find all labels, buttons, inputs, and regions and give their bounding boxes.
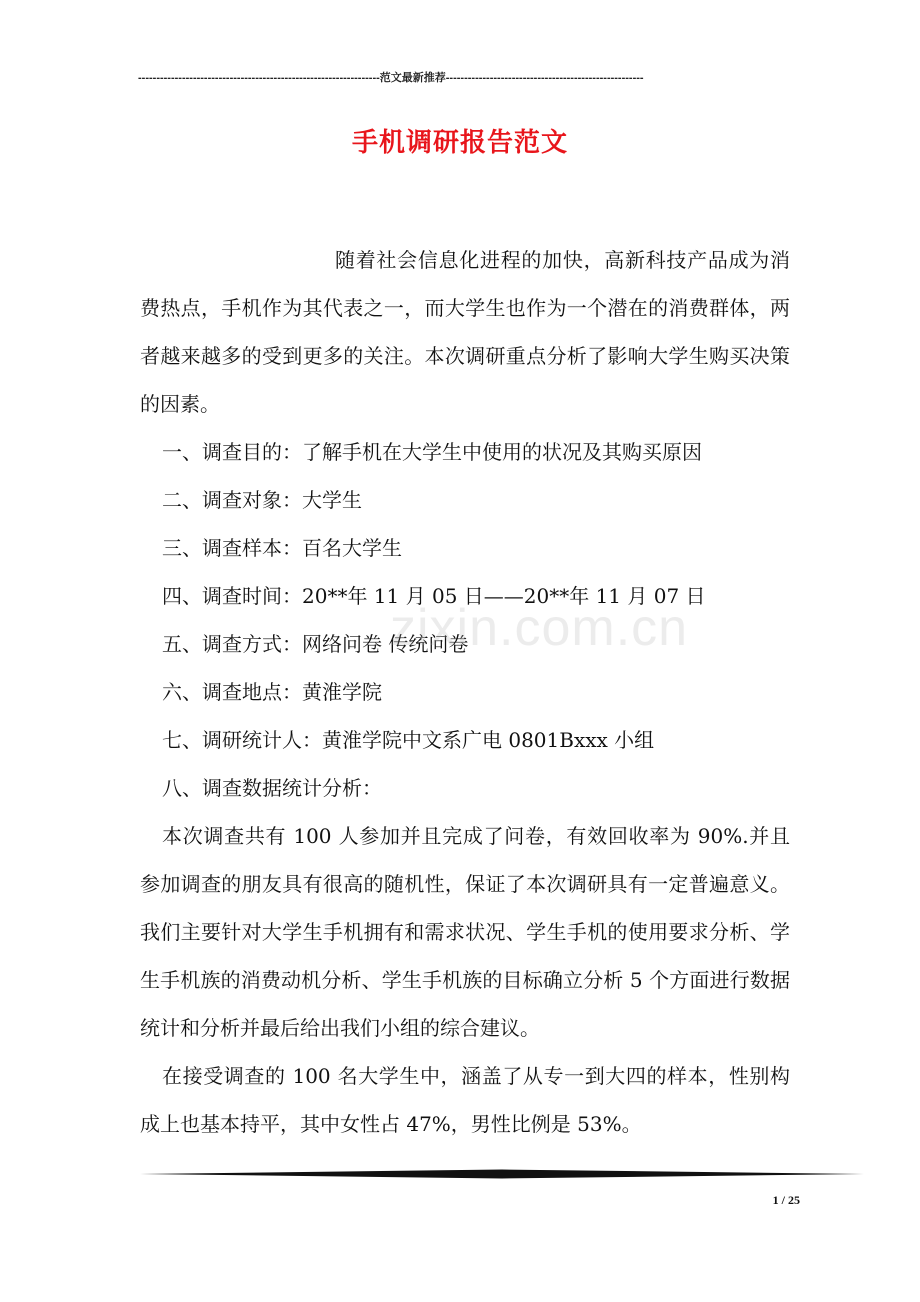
survey-analysis-heading: 八、调查数据统计分析： — [162, 776, 382, 800]
header-banner: ------------------------------------------------------------------范文最新推荐------------------------------------------------------ — [138, 72, 644, 84]
document-body — [140, 236, 790, 1148]
survey-method: 五、调查方式：网络问卷 传统问卷 — [162, 632, 469, 656]
survey-statistician: 七、调研统计人：黄淮学院中文系广电 0801Bxxx 小组 — [162, 728, 655, 752]
sample-composition-paragraph: 在接受调查的 100 名大学生中，涵盖了从专一到大四的样本，性别构成上也基本持平，其中女性占 47%，男性比例是 53%。 — [140, 1064, 790, 1136]
survey-purpose: 一、调查目的：了解手机在大学生中使用的状况及其购买原因 — [162, 440, 702, 464]
survey-sample: 三、调查样本：百名大学生 — [162, 536, 402, 560]
survey-location: 六、调查地点：黄淮学院 — [162, 680, 382, 704]
analysis-paragraph: 本次调查共有 100 人参加并且完成了问卷，有效回收率为 90%.并且参加调查的朋友具有很高的随机性，保证了本次调研具有一定普遍意义。我们主要针对大学生手机拥有和需求状况、学生手机的使用要求分析、学生手机族的消费动机分析、学生手机族的目标确立分析 5 个方面进行数据统计和分析并最后给出我们小组的综合建议。 — [140, 824, 790, 1040]
page-number: 1 / 25 — [772, 1193, 800, 1207]
intro-paragraph: 随着社会信息化进程的加快，高新科技产品成为消费热点，手机作为其代表之一，而大学生也作为一个潜在的消费群体，两者越来越多的受到更多的关注。本次调研重点分析了影响大学生购买决策的因素。 — [140, 248, 790, 416]
survey-time: 四、调查时间：20**年 11 月 05 日——20**年 11 月 07 日 — [162, 584, 706, 608]
footer-divider — [140, 1167, 864, 1181]
watermark-text: zixin.com.cn — [390, 599, 689, 657]
document-title: 手机调研报告范文 — [351, 128, 568, 158]
survey-subject: 二、调查对象：大学生 — [162, 488, 362, 512]
